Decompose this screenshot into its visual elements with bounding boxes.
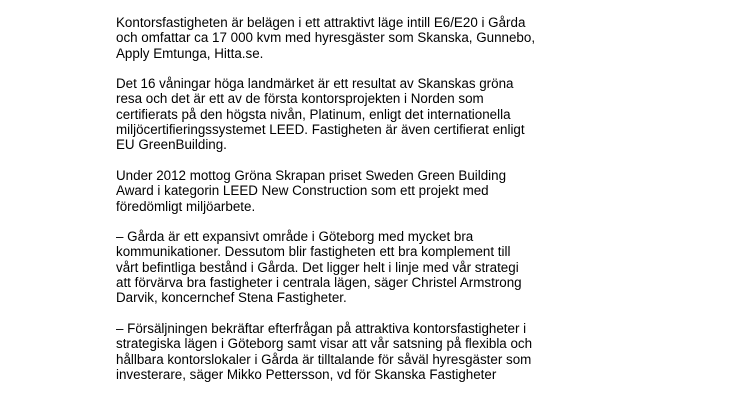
paragraph-property-location: [116, 15, 616, 61]
paragraph-landmark-certification: [116, 76, 616, 152]
text-line: strategiska lägen i Göteborg samt visar att vår satsning på flexibla och: [116, 336, 533, 352]
text-line: – Gårda är ett expansivt område i Göteborg med mycket bra: [116, 229, 474, 245]
text-line: – Försäljningen bekräftar efterfrågan på attraktiva kontorsfastigheter i: [116, 320, 527, 336]
text-line: miljöcertifieringssystemet LEED. Fastigheten är även certifierat enligt: [116, 122, 525, 138]
paragraph-quote-pettersson: [116, 321, 616, 382]
text-line: EU GreenBuilding.: [116, 137, 227, 153]
text-line: att förvärva bra fastigheter i centrala lägen, säger Christel Armstrong: [116, 275, 522, 291]
text-line: Award i kategorin LEED New Construction som ett projekt med: [116, 183, 489, 199]
paragraph-award: [116, 168, 616, 214]
document-body: [116, 15, 616, 397]
text-line: vårt befintliga bestånd i Gårda. Det ligger helt i linje med vår strategi: [116, 259, 519, 275]
text-line: kommunikationer. Dessutom blir fastigheten ett bra komplement till: [116, 244, 511, 260]
text-line: föredömligt miljöarbete.: [116, 198, 256, 214]
text-line: Under 2012 mottog Gröna Skrapan priset Sweden Green Building: [116, 167, 507, 183]
text-line: Det 16 våningar höga landmärket är ett resultat av Skanskas gröna: [116, 76, 514, 92]
text-line: Kontorsfastigheten är belägen i ett attraktivt läge intill E6/E20 i Gårda: [116, 15, 526, 30]
text-line: resa och det är ett av de första kontorsprojekten i Norden som: [116, 91, 484, 107]
text-line: investerare, säger Mikko Pettersson, vd för Skanska Fastigheter: [116, 366, 497, 382]
text-line: och omfattar ca 17 000 kvm med hyresgäster som Skanska, Gunnebo,: [116, 30, 536, 46]
paragraph-quote-armstrong-darvik: [116, 229, 616, 305]
text-line: certifierats på den högsta nivån, Platinum, enligt det internationella: [116, 106, 511, 122]
text-line: Darvik, koncernchef Stena Fastigheter.: [116, 290, 347, 306]
text-line: hållbara kontorslokaler i Gårda är tilltalande för såväl hyresgäster som: [116, 351, 532, 367]
text-line: Apply Emtunga, Hitta.se.: [116, 45, 264, 61]
